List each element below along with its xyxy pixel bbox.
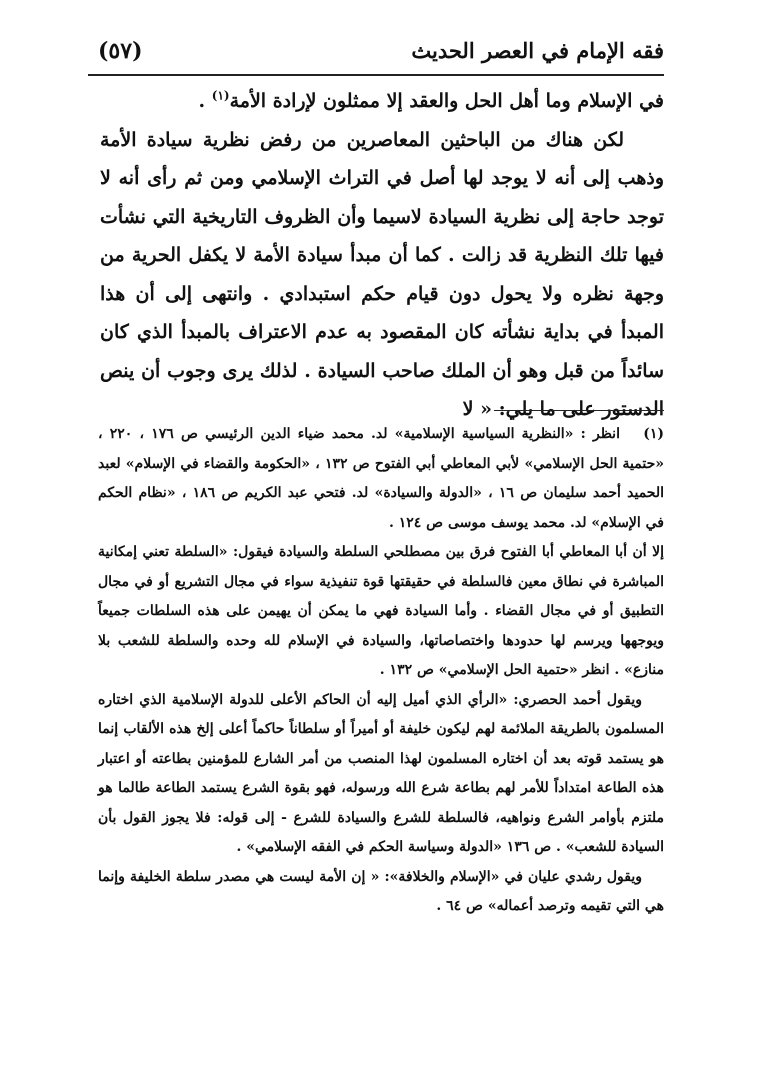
footnote-1-text: انظر : «النظرية السياسية الإسلامية» لد. محمد ضياء الدين الرئيسي ص ١٧٦ ، ٢٢٠ ، «حتمية الحل الإسلامي» لأبي المعاطي أبي الفتوح ص ١٣٢ ، «الحكومة والقضاء في الإسلام» لعبد الحميد أحمد سليمان ص ١٦ ، «الدولة والسيادة» لد. فتحي عبد الكريم ص ١٨٦ ، «نظام الحكم في الإسلام» لد. محمد يوسف موسى ص ١٢٤ . xyxy=(98,426,665,531)
running-title: فقه الإمام في العصر الحديث xyxy=(411,38,664,63)
footnotes xyxy=(98,420,664,922)
footnote-separator xyxy=(494,410,664,411)
footnote-4: ويقول رشدي عليان في «الإسلام والخلافة»: « إن الأمة ليست هي مصدر سلطة الخليفة وإنما هي التي تقيمه وترصد أعماله» ص ٦٤ . xyxy=(98,868,664,914)
paragraph-1-text: في الإسلام وما أهل الحل والعقد إلا ممثلون لإرادة الأمة xyxy=(229,90,664,112)
footnote-1 xyxy=(98,420,664,538)
paragraph-1-end: . xyxy=(198,90,212,112)
footnote-3: ويقول أحمد الحصري: «الرأي الذي أميل إليه أن الحاكم الأعلى للدولة الإسلامية الذي اختاره المسلمون بالطريقة الملائمة لهم ليكون خليفة أو أميراً أو سلطاناً حاكماً أعلى إلخ هذه الألقاب إنما هو يستمد قوته بعد أن اختاره المسلمون لهذا المنصب من أمر الشارع للمؤمنين بطاعته أو اعتبار هذه الطاعة امتداداً للأمر لهم بطاعة شرع الله ورسوله، فهو بقوة الشرع يستمد الطاعة طالما هو ملتزم بأوامر الشرع ونواهيه، فالسلطة للشرع والسيادة للشرع - إلى قوله: فلا يجوز القول بأن السيادة للشعب» . ص ١٣٦ «الدولة وسياسة الحكم في الفقه الإسلامي» . xyxy=(98,691,664,855)
page-header xyxy=(88,32,664,76)
footnote-marker: (١) xyxy=(643,426,664,442)
paragraph-2: لكن هناك من الباحثين المعاصرين من رفض نظرية سيادة الأمة وذهب إلى أنه لا يوجد لها أصل في التراث الإسلامي ومن ثم رأى أنه لا توجد حاجة إلى نظرية السيادة لاسيما وأن الظروف التاريخية التي نشأت فيها تلك النظرية قد زالت . كما أن مبدأ سيادة الأمة لا يكفل الحرية من وجهة نظره ولا يحول دون قيام حكم استبدادي . وانتهى إلى أن هذا المبدأ في بداية نشأته كان المقصود به عدم الاعتراف بالمبدأ الذي كان سائداً من قبل وهو أن الملك صاحب السيادة . لذلك يرى وجوب أن ينص الدستور على ما يلي: « لا xyxy=(100,128,664,420)
footnote-2: إلا أن أبا المعاطي أبا الفتوح فرق بين مصطلحي السلطة والسيادة فيقول: «السلطة تعني إمكانية المباشرة في نطاق معين فالسلطة في حقيقتها قوة تنفيذية سواء في مجال التشريع أو في مجال التطبيق أو في مجال القضاء . وأما السيادة فهي ما يمكن أن يهيمن على هذه السلطات جميعاً ويوجهها ويرسم لها حدودها واختصاصاتها، والسيادة في الإسلام لله وحده والسلطة للشعب بلا منازع» . انظر «حتمية الحل الإسلامي» ص ١٣٢ . xyxy=(98,544,664,678)
footnote-reference[interactable]: (١) xyxy=(211,88,230,103)
main-text xyxy=(100,82,664,429)
page-number: (٥٧) xyxy=(98,38,143,64)
paragraph-1 xyxy=(100,82,664,121)
header-rule xyxy=(88,74,664,76)
